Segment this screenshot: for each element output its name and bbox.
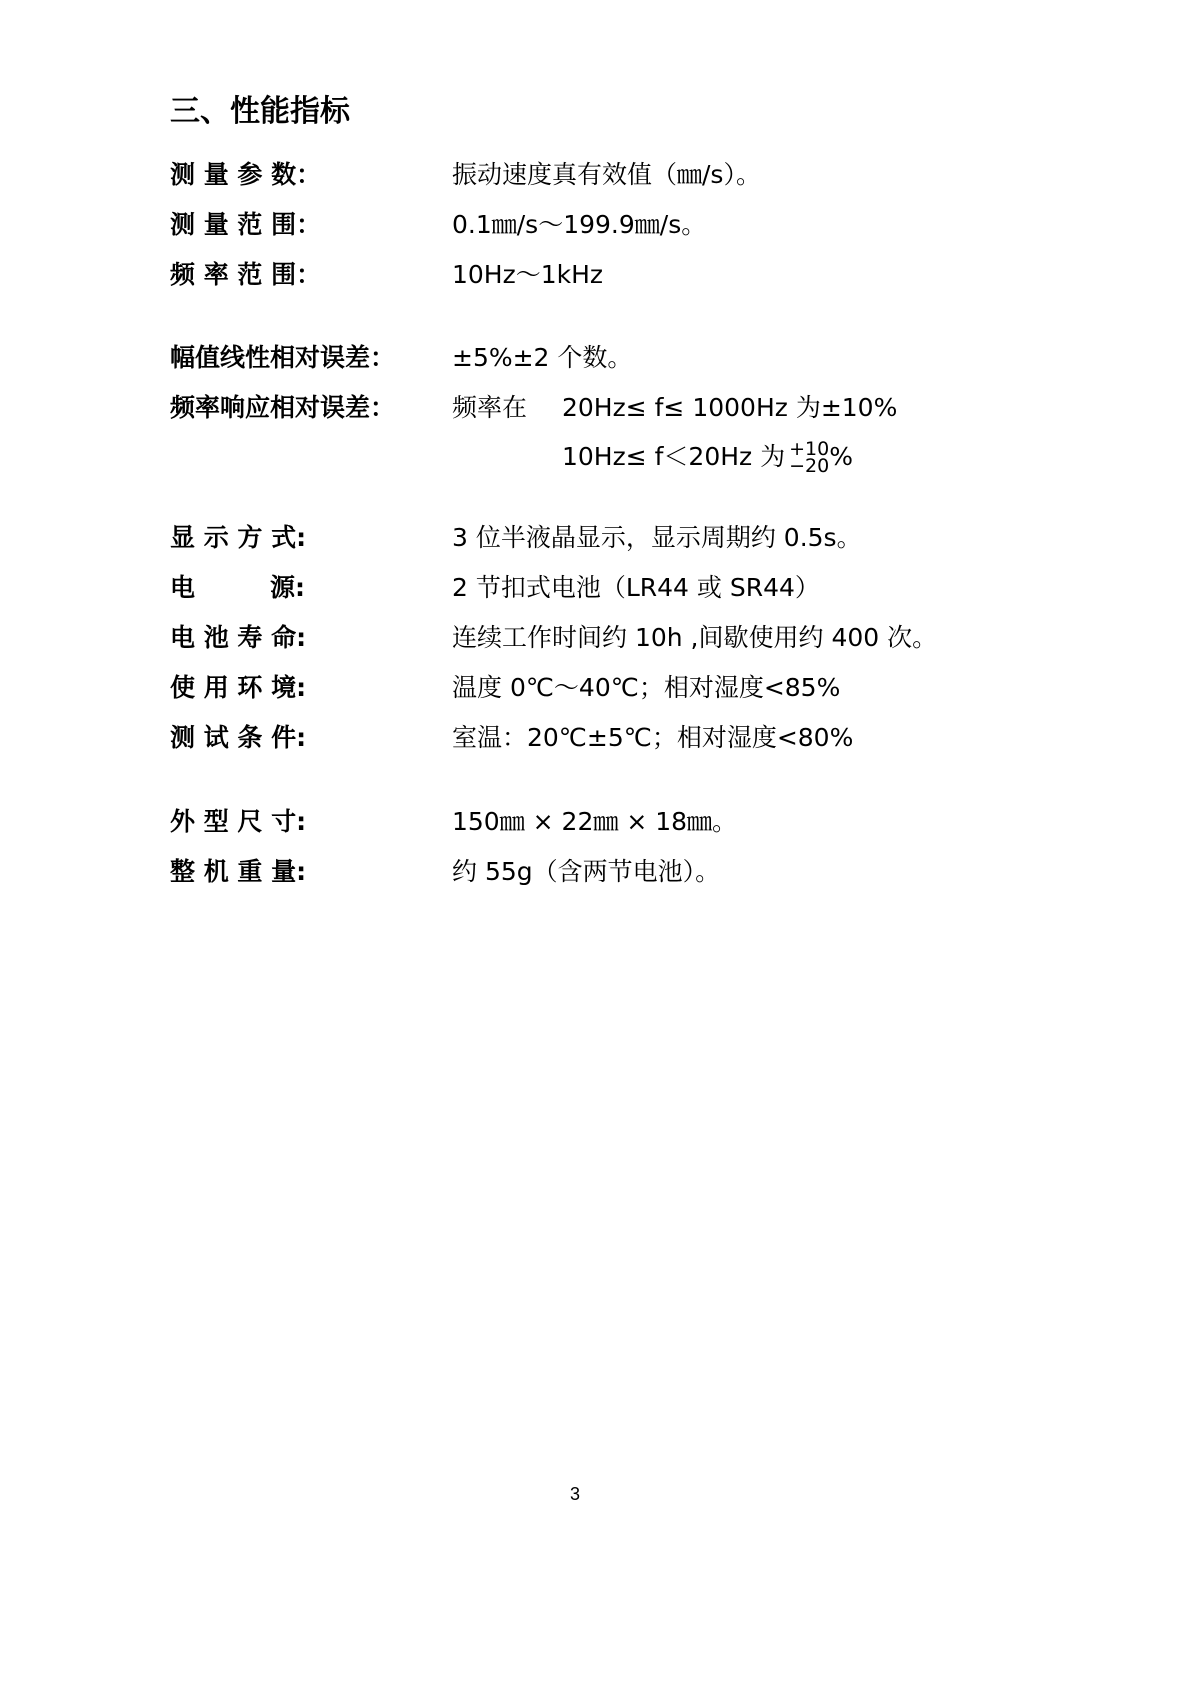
tolerance-fraction xyxy=(789,438,830,477)
spec-label: 测 试 条 件: xyxy=(170,723,307,752)
tolerance-unit: % xyxy=(829,442,853,471)
section-title: 三、性能指标 xyxy=(170,94,350,129)
spec-value: 2 节扣式电池（LR44 或 SR44） xyxy=(452,573,820,602)
freq-response-line2-text: 10Hz≤ f＜20Hz 为 xyxy=(562,442,786,471)
spec-label: 测 量 范 围： xyxy=(170,210,322,239)
spec-label: 频率响应相对误差： xyxy=(170,393,396,422)
spec-value: 约 55g（含两节电池）。 xyxy=(452,857,721,886)
spec-label: 电 源: xyxy=(170,573,305,602)
spec-value: 温度 0℃～40℃；相对湿度<85% xyxy=(452,673,841,702)
spec-value: 3 位半液晶显示，显示周期约 0.5s。 xyxy=(452,523,862,552)
freq-response-line1: 20Hz≤ f≤ 1000Hz 为±10% xyxy=(562,393,898,422)
spec-label: 使 用 环 境: xyxy=(170,673,307,702)
spec-label: 测 量 参 数： xyxy=(170,160,322,189)
spec-label: 整 机 重 量: xyxy=(170,857,307,886)
spec-value: 频率在 xyxy=(452,393,528,422)
spec-label: 外 型 尺 寸: xyxy=(170,807,307,836)
spec-value: 10Hz～1kHz xyxy=(452,260,604,289)
spec-value: 150㎜ × 22㎜ × 18㎜。 xyxy=(452,807,738,836)
spec-label: 频 率 范 围： xyxy=(170,260,322,289)
freq-response-line2 xyxy=(562,438,853,477)
spec-value: 0.1㎜/s～199.9㎜/s。 xyxy=(452,210,707,239)
spec-label: 电 池 寿 命: xyxy=(170,623,307,652)
spec-value: 室温：20℃±5℃；相对湿度<80% xyxy=(452,723,854,752)
spec-value: 连续工作时间约 10h ,间歇使用约 400 次。 xyxy=(452,623,938,652)
spec-label: 幅值线性相对误差： xyxy=(170,343,396,372)
tolerance-lower: −20 xyxy=(789,455,830,477)
spec-label: 显 示 方 式: xyxy=(170,523,307,552)
tolerance-upper: +10 xyxy=(789,438,830,460)
spec-value: 振动速度真有效值（㎜/s）。 xyxy=(452,160,761,189)
spec-value: ±5%±2 个数。 xyxy=(452,343,633,372)
page-number: 3 xyxy=(569,1484,580,1504)
